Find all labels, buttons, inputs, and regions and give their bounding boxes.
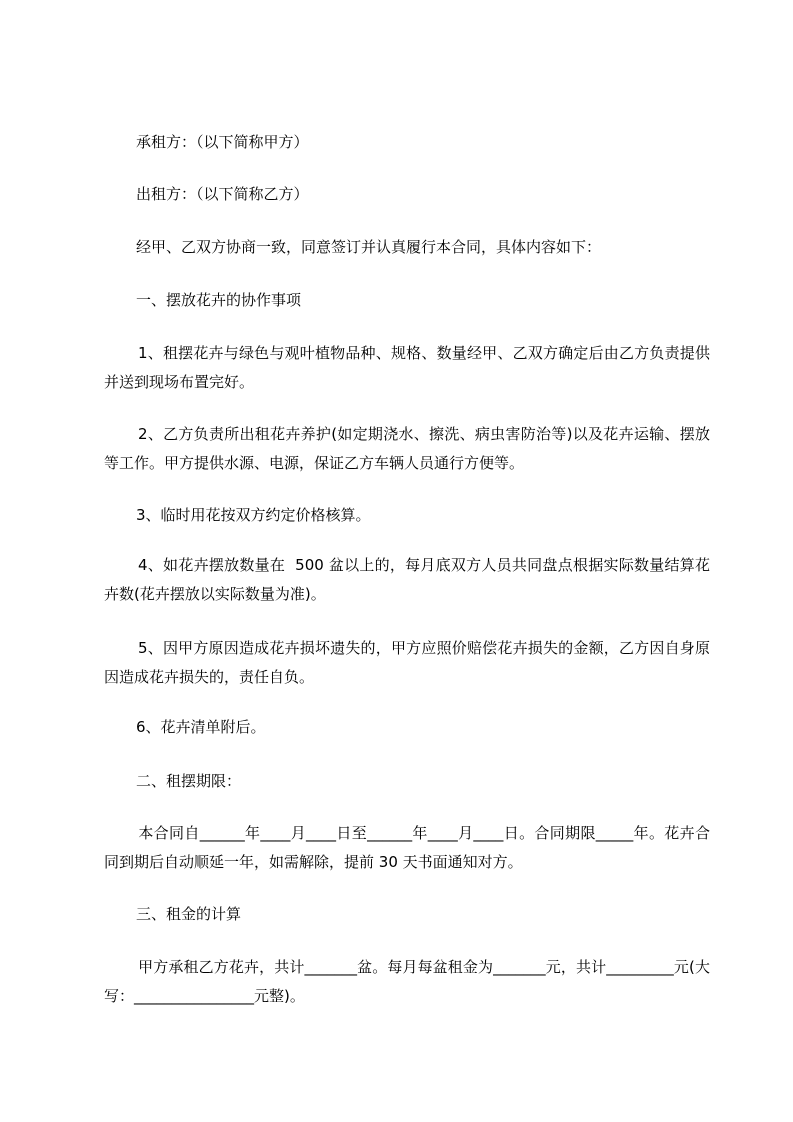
term-text: 本合同自______年____月____日至______年____月____日。合同期限_____年。花卉合同到期后自动顺延一年，如需解除，提前 30 天书面通知对方。 — [104, 824, 710, 871]
clause-1-text: 1、租摆花卉与绿色与观叶植物品种、规格、数量经甲、乙双方确定后由乙方负责提供并送到现场布置完好。 — [104, 344, 710, 391]
lessee-line: 承租方：（以下简称甲方） — [136, 133, 309, 151]
clause-3: 3、临时用花按双方约定价格核算。 — [136, 506, 371, 524]
section-title-term: 二、租摆期限： — [136, 772, 242, 790]
clause-5 — [104, 634, 710, 692]
intro-paragraph: 经甲、乙双方协商一致，同意签订并认真履行本合同，具体内容如下： — [136, 238, 602, 256]
lessor-line: 出租方：（以下简称乙方） — [136, 185, 309, 203]
section-title-rent: 三、租金的计算 — [136, 905, 242, 923]
clause-4-text: 4、如花卉摆放数量在 500 盆以上的，每月底双方人员共同盘点根据实际数量结算花卉数(花卉摆放以实际数量为准)。 — [104, 556, 710, 603]
clause-5-text: 5、因甲方原因造成花卉损坏遗失的，甲方应照价赔偿花卉损失的金额，乙方因自身原因造成花卉损失的，责任自负。 — [104, 639, 710, 686]
clause-2-text: 2、乙方负责所出租花卉养护(如定期浇水、擦洗、病虫害防治等)以及花卉运输、摆放等工作。甲方提供水源、电源，保证乙方车辆人员通行方便等。 — [104, 425, 710, 472]
section-title-cooperation: 一、摆放花卉的协作事项 — [136, 291, 302, 309]
clause-1 — [104, 339, 710, 397]
clause-2 — [104, 420, 710, 478]
clause-4 — [104, 551, 710, 609]
clause-6: 6、花卉清单附后。 — [136, 718, 266, 736]
rent-paragraph — [104, 953, 710, 1011]
rent-text: 甲方承租乙方花卉，共计_______盆。每月每盆租金为_______元，共计_________元(大写：________________元整)。 — [104, 958, 710, 1005]
term-paragraph — [104, 819, 710, 877]
